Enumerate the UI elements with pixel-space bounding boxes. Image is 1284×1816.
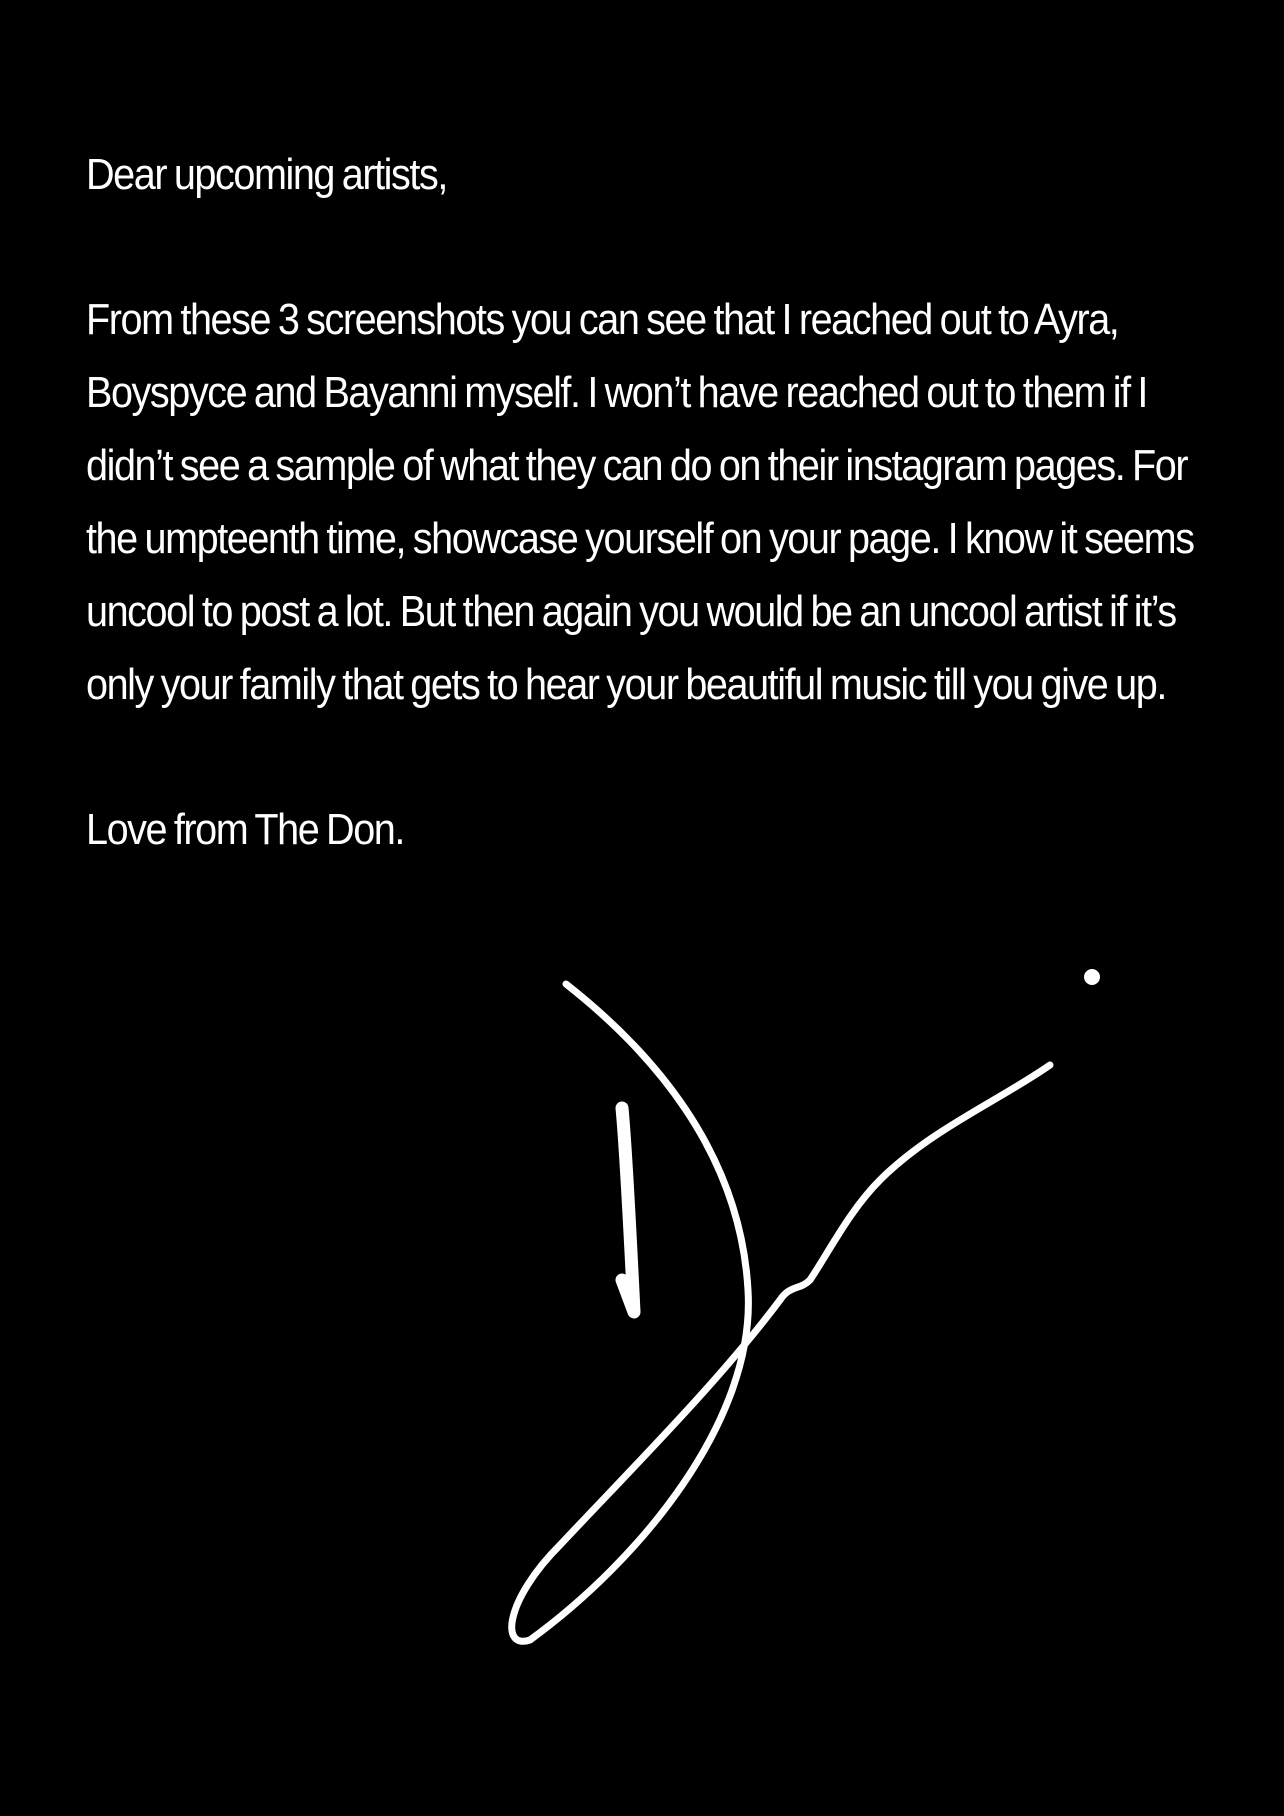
signature-dot xyxy=(1084,969,1100,985)
signature-tick-stroke xyxy=(622,1108,634,1312)
signature-main-stroke xyxy=(512,984,1050,1641)
letter-closing: Love from The Don. xyxy=(86,805,404,854)
letter-body: From these 3 screenshots you can see that I reached out to Ayra, Boyspyce and Bayanni myself. I won’t have reached out to them if I didn’t see a sample of what they can do on their instagram pages. For the umpteenth time, showcase yourself on your page. I know it seems uncool to post a lot. But then again you would be an uncool artist if it’s only your family that gets to hear your beautiful music till you give up. xyxy=(86,295,1194,709)
letter xyxy=(86,138,1226,866)
letter-greeting: Dear upcoming artists, xyxy=(86,150,447,199)
